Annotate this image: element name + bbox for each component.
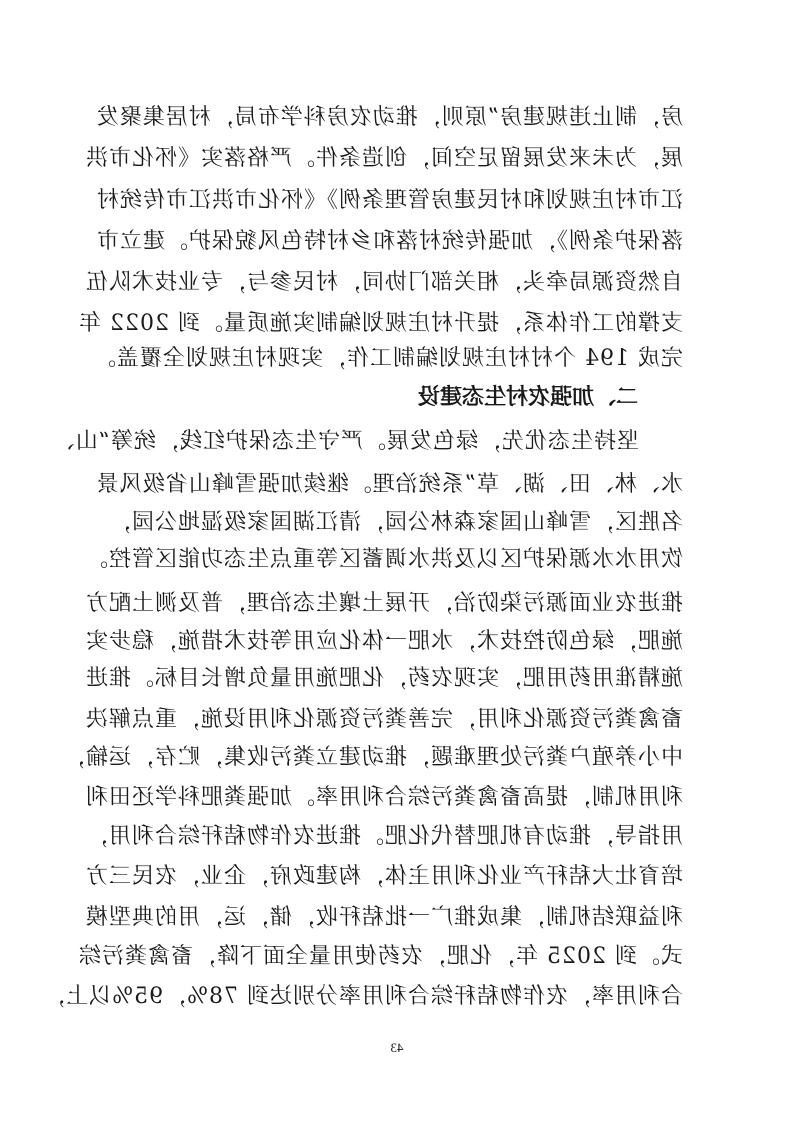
paragraph-2-line: 合利用率，农作物秸秆综合利用率分别达到 78%，95%以上，: [42, 984, 683, 1009]
paragraph-2-line: 培育壮大秸秆产业化利用主体，构建政府，企业，农民三方: [84, 864, 683, 889]
paragraph-2-line: 饮用水水源保护区以及洪水调蓄区等重点生态功能区管控。: [84, 547, 683, 572]
paragraph-2-line: 水、林、田、湖、草”系统治理。继续加强雪峰山省级风景: [95, 472, 683, 497]
section-heading: 二、加强农村生态建设: [417, 385, 638, 410]
paragraph-2-line: 畜禽粪污资源化利用，完善粪污资源化利用设施，重点解决: [84, 707, 683, 732]
paragraph-1-line: 展，为未来发展留足空间，创造条件。严格落实《怀化市洪: [84, 146, 683, 171]
paragraph-1-line: 房，制止违规建房”原则，推动农房科学布局，村居集聚发: [95, 105, 683, 130]
paragraph-2-line: 施肥，绿色防控技术，水肥一体化应用等技术措施，稳步实: [84, 629, 683, 654]
paragraph-2-line: 名胜区，雪峰山国家森林公园，清江湖国家级湿地公园，: [107, 510, 683, 535]
page-number: 43: [390, 1040, 404, 1055]
paragraph-2-line: 用指导，推动有机肥替代化肥。推进农作物秸秆综合利用，: [84, 824, 683, 849]
paragraph-1-line: 完成 194 个村村庄规划编制工作，实现村庄规划全覆盖。: [93, 346, 683, 371]
paragraph-1-line: 江市村庄规划和村民建房管理条例》《怀化市洪江市传统村: [95, 188, 683, 213]
paragraph-2-line: 施精准用药用肥，实现农药，化肥施用量负增长目标。推进: [84, 666, 683, 691]
paragraph-2-line: 利用机制，提高畜禽粪污综合利用率。加强粪肥科学还田利: [84, 785, 683, 810]
paragraph-2-line: 推进农业面源污染防治，开展土壤生态治理，普及测土配方: [84, 591, 683, 616]
paragraph-2-line: 中小养殖户粪污处理难题，推动建立粪污收集，贮存，运输，: [61, 745, 683, 770]
paragraph-2-line: 坚持生态优先，绿色发展。严守生态保护红线，统筹“山、: [51, 429, 639, 454]
paragraph-1-line: 落保护条例》，加强传统村落和乡村特色风貌保护。建立市: [95, 229, 683, 254]
paragraph-2-line: 利益联结机制，集成推广一批秸秆收，储，运，用的典型模: [84, 905, 683, 930]
paragraph-1-line: 支撑的工作体系，提升村庄规划编制实施质量。到 2022 年: [78, 311, 683, 336]
paragraph-1-line: 自然资源局牵头，相关部门协同，村民参与，专业技术队伍: [84, 270, 683, 295]
paragraph-2-line: 式。到 2025 年，化肥，农药使用量全面下降，畜禽粪污综: [78, 944, 683, 969]
